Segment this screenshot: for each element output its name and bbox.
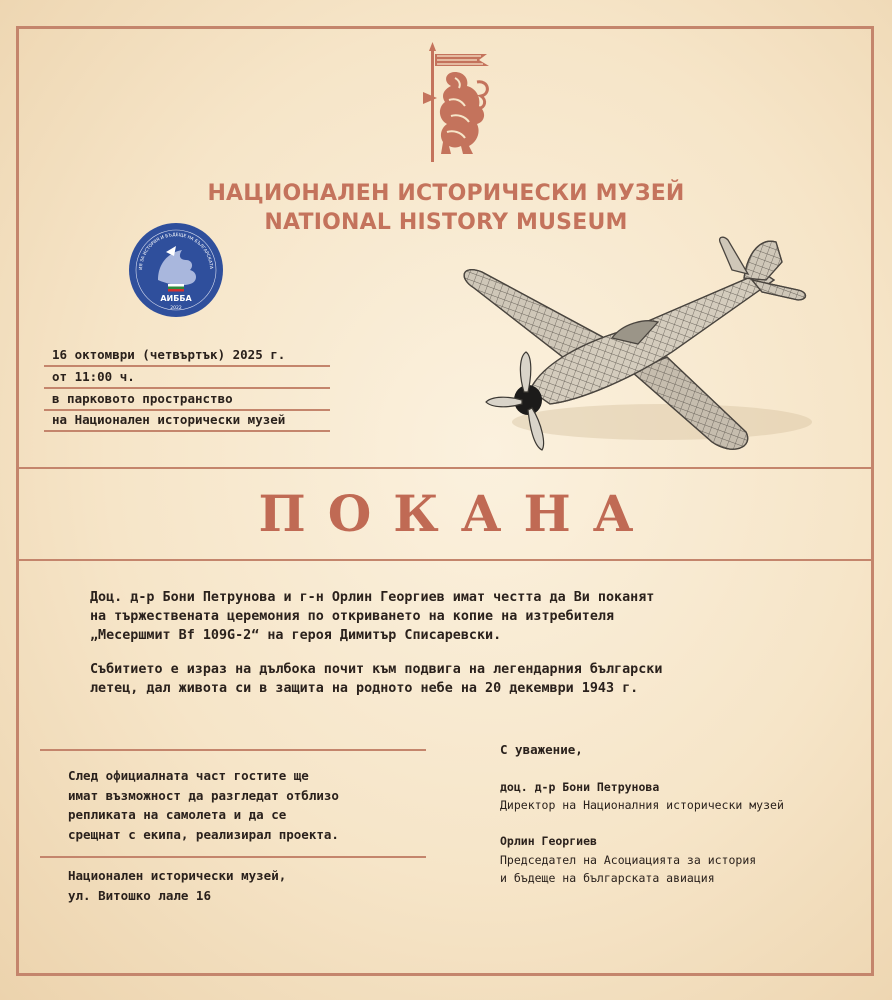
note-bottom-rule <box>40 856 426 858</box>
body-line: Доц. д-р Бони Петрунова и г-н Орлин Георгиев имат честта да Ви поканят <box>90 590 655 605</box>
body-paragraph-2 <box>90 660 830 698</box>
badge-ring-text: ИЯ ЗА ИСТОРИЯ И БЪДЕЩЕ НА БЪЛГАРСКАТА <box>138 232 214 271</box>
signatory-2-name: Орлин Георгиев <box>500 834 597 848</box>
address <box>68 866 286 905</box>
badge-label: АИББА <box>160 294 192 303</box>
body-line: летец, дал живота си в защита на родното небе на 20 декември 1943 г. <box>90 681 639 696</box>
body-line: на тържествената церемония по откриването на копие на изтребителя <box>90 609 615 624</box>
event-time: от 11:00 ч. <box>52 369 135 384</box>
event-date: 16 октомври (четвъртък) 2025 г. <box>52 347 286 362</box>
badge-year: 2022 <box>170 306 182 311</box>
museum-name-bg: НАЦИОНАЛЕН ИСТОРИЧЕСКИ МУЗЕЙ <box>207 181 685 206</box>
event-place-line1: в парковото пространство <box>52 391 233 406</box>
lion-with-banner-logo-icon <box>415 42 495 164</box>
signatory-2-role-line2: и бъдеще на българската авиация <box>500 871 715 885</box>
event-time-underline <box>44 387 330 389</box>
aibba-badge-logo <box>128 222 224 318</box>
address-line1: Национален исторически музей, <box>68 868 287 883</box>
divider-bottom <box>16 559 874 561</box>
note-line: След официалната част гостите ще <box>68 768 309 783</box>
note-text <box>68 766 339 844</box>
event-place-underline <box>44 409 330 411</box>
note-line: срещнат с екипа, реализирал проекта. <box>68 826 339 842</box>
address-line2: ул. Витошко лале 16 <box>68 887 211 903</box>
museum-name-en: NATIONAL HISTORY MUSEUM <box>264 210 628 235</box>
event-place2-underline <box>44 430 330 432</box>
signatory-2-role-line1: Председател на Асоциацията за история <box>500 853 757 867</box>
note-line: имат възможност да разгледат отблизо <box>68 787 339 803</box>
body-line: Събитието е израз на дълбока почит към подвига на легендарния български <box>90 662 663 677</box>
divider-top <box>16 467 874 469</box>
note-top-rule <box>40 749 426 751</box>
event-place-line2: на Национален исторически музей <box>52 412 286 427</box>
greeting: С уважение, <box>500 742 583 757</box>
signatory-1-name: доц. д-р Бони Петрунова <box>500 780 660 794</box>
body-line: „Месершмит Bf 109G-2“ на героя Димитър Списаревски. <box>90 628 502 643</box>
airplane-wireframe-illustration <box>462 232 822 457</box>
note-line: репликата на самолета и да се <box>68 807 287 822</box>
body-paragraph-1 <box>90 588 830 645</box>
signatory-2-role <box>500 851 756 887</box>
signatory-1-role: Директор на Националния исторически музей <box>500 798 784 812</box>
invitation-title: ПОКАНА <box>258 484 656 543</box>
event-date-underline <box>44 365 330 367</box>
